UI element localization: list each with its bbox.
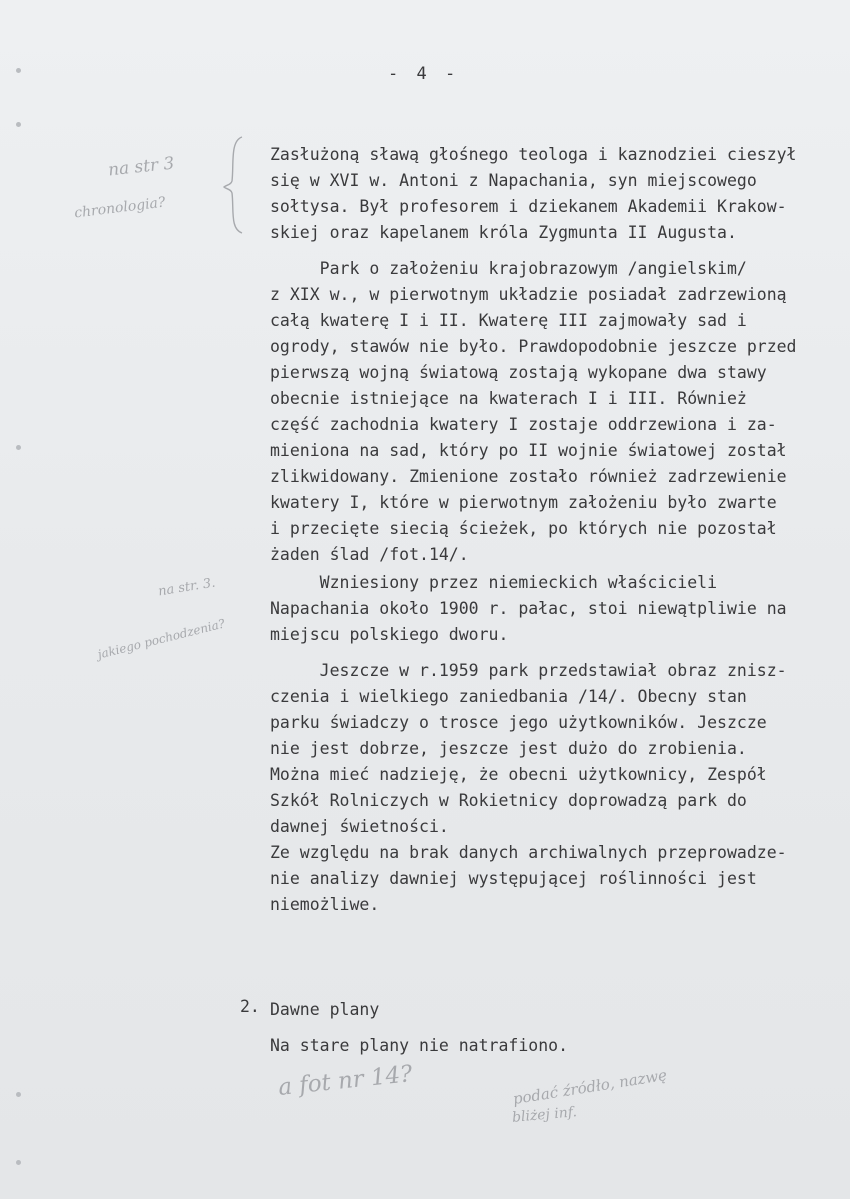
text-line: Ze względu na brak danych archiwalnych przeprowadze- [270, 843, 787, 862]
text-line: ogrody, stawów nie było. Prawdopodobnie jeszcze przed [270, 337, 797, 356]
handwritten-note-3: na str. 3. [157, 575, 217, 600]
text-line: skiej oraz kapelanem króla Zygmunta II Augusta. [270, 223, 737, 242]
paragraph-3 [270, 570, 830, 648]
text-line: kwatery I, które w pierwotnym założeniu było zwarte [270, 493, 777, 512]
text-line: Jeszcze w r.1959 park przedstawiał obraz znisz- [270, 661, 787, 680]
margin-brace [222, 135, 244, 235]
paragraph-4 [270, 658, 830, 918]
punch-hole [16, 1092, 21, 1097]
paragraph-1 [270, 142, 830, 246]
text-line: Wzniesiony przez niemieckich właścicieli [270, 573, 718, 592]
text-line: żaden ślad /fot.14/. [270, 545, 469, 564]
text-line: czenia i wielkiego zaniedbania /14/. Obecny stan [270, 687, 747, 706]
text-line: część zachodnia kwatery I zostaje oddrzewiona i za- [270, 415, 777, 434]
text-line: Szkół Rolniczych w Rokietnicy doprowadzą park do [270, 791, 747, 810]
punch-hole [16, 68, 21, 73]
text-line: dawnej świetności. [270, 817, 449, 836]
text-line: mieniona na sad, który po II wojnie światowej został [270, 441, 787, 460]
text-line: całą kwaterę I i II. Kwaterę III zajmowały sad i [270, 311, 747, 330]
punch-hole [16, 122, 21, 127]
text-line: miejscu polskiego dworu. [270, 625, 509, 644]
handwritten-note-2: chronologia? [73, 194, 167, 222]
text-line: zlikwidowany. Zmienione zostało również zadrzewienie [270, 467, 787, 486]
text-line: nie jest dobrze, jeszcze jest dużo do zrobienia. [270, 739, 747, 758]
text-line: niemożliwe. [270, 895, 380, 914]
punch-hole [16, 1160, 21, 1165]
text-line: Napachania około 1900 r. pałac, stoi niewątpliwie na [270, 599, 787, 618]
handwritten-note-5: a fot nr 14? [277, 1061, 414, 1101]
text-line: Zasłużoną sławą głośnego teologa i kaznodziei cieszył [270, 145, 797, 164]
text-line: i przecięte siecią ścieżek, po których nie pozostał [270, 519, 777, 538]
text-line: sołtysa. Był profesorem i dziekanem Akademii Krakow- [270, 197, 787, 216]
text-line: parku świadczy o trosce jego użytkowników. Jeszcze [270, 713, 767, 732]
handwritten-note-1: na str 3 [107, 153, 176, 181]
text-line: Można mieć nadzieję, że obecni użytkownicy, Zespół [270, 765, 767, 784]
handwritten-note-7: bliżej inf. [511, 1104, 578, 1126]
section-heading: Dawne plany [270, 1000, 380, 1019]
handwritten-note-4: jakiego pochodzenia? [96, 616, 227, 662]
text-line: Park o założeniu krajobrazowym /angielskim/ [270, 259, 747, 278]
paragraph-2 [270, 256, 830, 568]
page-number: - 4 - [388, 64, 460, 84]
text-line: z XIX w., w pierwotnym układzie posiadał zadrzewioną [270, 285, 787, 304]
text-line: się w XVI w. Antoni z Napachania, syn miejscowego [270, 171, 757, 190]
punch-hole [16, 445, 21, 450]
section-body: Na stare plany nie natrafiono. [270, 1036, 569, 1055]
handwritten-note-6: podać źródło, nazwę [511, 1065, 669, 1109]
section-number: 2. [240, 997, 260, 1016]
text-line: obecnie istniejące na kwaterach I i III. Również [270, 389, 747, 408]
text-line: pierwszą wojną światową zostają wykopane dwa stawy [270, 363, 767, 382]
text-line: nie analizy dawniej występującej roślinności jest [270, 869, 757, 888]
